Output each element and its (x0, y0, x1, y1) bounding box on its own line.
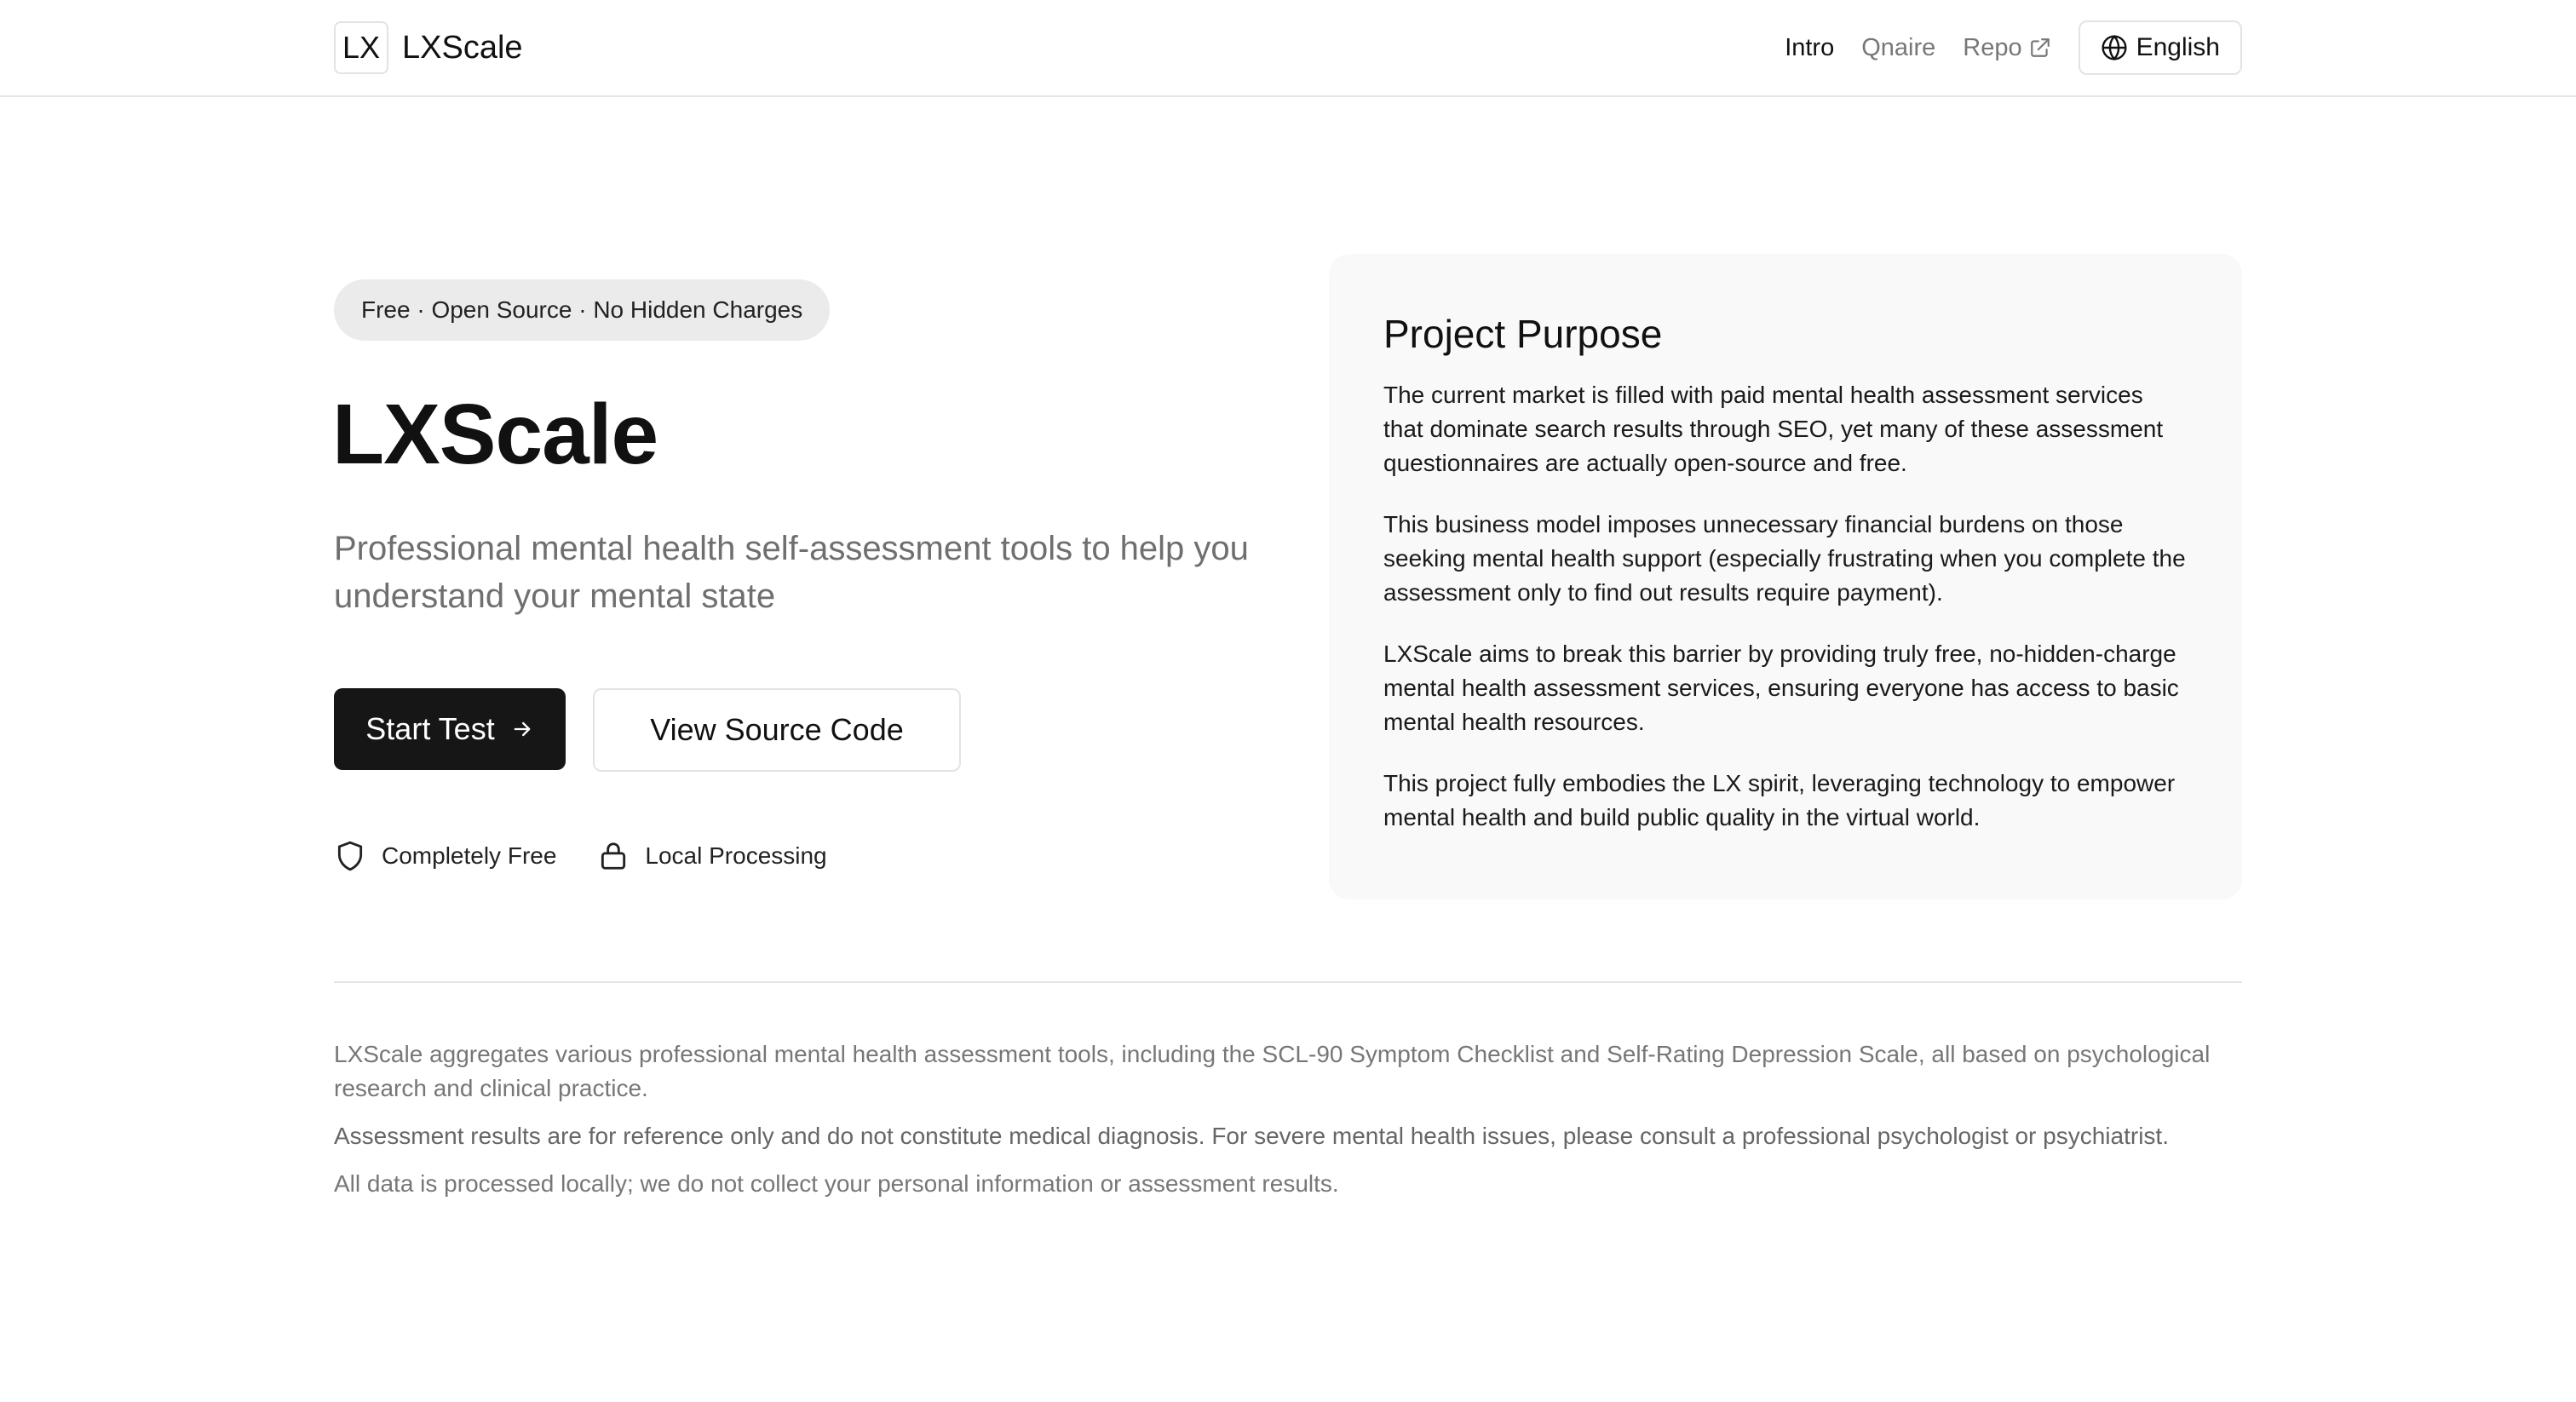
nav-qnaire-label: Qnaire (1861, 33, 1936, 61)
nav-intro-label: Intro (1785, 33, 1835, 61)
nav-qnaire[interactable] (1861, 34, 1935, 62)
feature-badge (334, 279, 830, 341)
language-label: English (2136, 33, 2220, 61)
feature-list (334, 840, 868, 872)
purpose-paragraph: The current market is filled with paid mental health assessment services that dominate search results through SEO, yet many of these assessment questionnaires are actually open-source and free. (1383, 382, 2164, 476)
purpose-paragraph: This business model imposes unnecessary financial burdens on those seeking mental health support (especially frustrating when you complete the assessment only to find out results require payment). (1383, 511, 2186, 606)
logo-text: LX (342, 30, 381, 65)
logo-badge[interactable] (334, 21, 388, 74)
external-link-icon (2029, 37, 2051, 59)
section-divider (334, 981, 2242, 983)
footer-note-disclaimer: Assessment results are for reference only and do not constitute medical diagnosis. For severe mental health issues, please consult a professional psychologist or psychiatrist. (334, 1123, 2169, 1149)
start-test-label: Start Test (365, 711, 495, 746)
brand-name[interactable]: LXScale (402, 30, 523, 66)
project-purpose-title: Project Purpose (1383, 312, 1663, 356)
footer-note: LXScale aggregates various professional mental health assessment tools, including the SCL-90 Symptom Checklist and Self-Rating Depression Scale, all based on psychological research and clinical practice. (334, 1041, 2211, 1101)
nav-repo-label: Repo (1963, 33, 2022, 61)
footer-note: All data is processed locally; we do not collect your personal information or assessment results. (334, 1170, 1339, 1197)
nav-repo[interactable] (1963, 34, 2050, 62)
feature-badge-text: Free · Open Source · No Hidden Charges (361, 296, 803, 323)
top-navbar (0, 0, 2576, 97)
hero-subtitle: Professional mental health self-assessment tools to help you understand your mental state (334, 530, 1249, 615)
arrow-right-icon (510, 717, 534, 741)
purpose-paragraph: This project fully embodies the LX spirit, leveraging technology to empower mental health and build public quality in the virtual world. (1383, 770, 2176, 830)
shield-icon (334, 840, 366, 872)
language-selector-button[interactable] (2079, 20, 2242, 75)
project-purpose-card (1329, 254, 2242, 899)
feature-completely-free-label: Completely Free (382, 842, 557, 869)
lock-icon (597, 840, 630, 872)
feature-local-processing-label: Local Processing (645, 842, 827, 869)
globe-icon (2101, 34, 2128, 61)
purpose-paragraph: LXScale aims to break this barrier by providing truly free, no-hidden-charge mental health assessment services, ensuring everyone has access to basic mental health resources. (1383, 641, 2179, 735)
footer-notes (334, 1037, 2242, 1215)
hero-title: LXScale (332, 387, 658, 482)
feature-local-processing (597, 840, 826, 872)
main-nav (1757, 20, 2242, 75)
nav-intro[interactable] (1785, 34, 1834, 62)
feature-completely-free (334, 840, 556, 872)
start-test-button[interactable] (334, 688, 566, 770)
view-source-button[interactable] (593, 688, 961, 772)
view-source-label: View Source Code (650, 712, 904, 747)
